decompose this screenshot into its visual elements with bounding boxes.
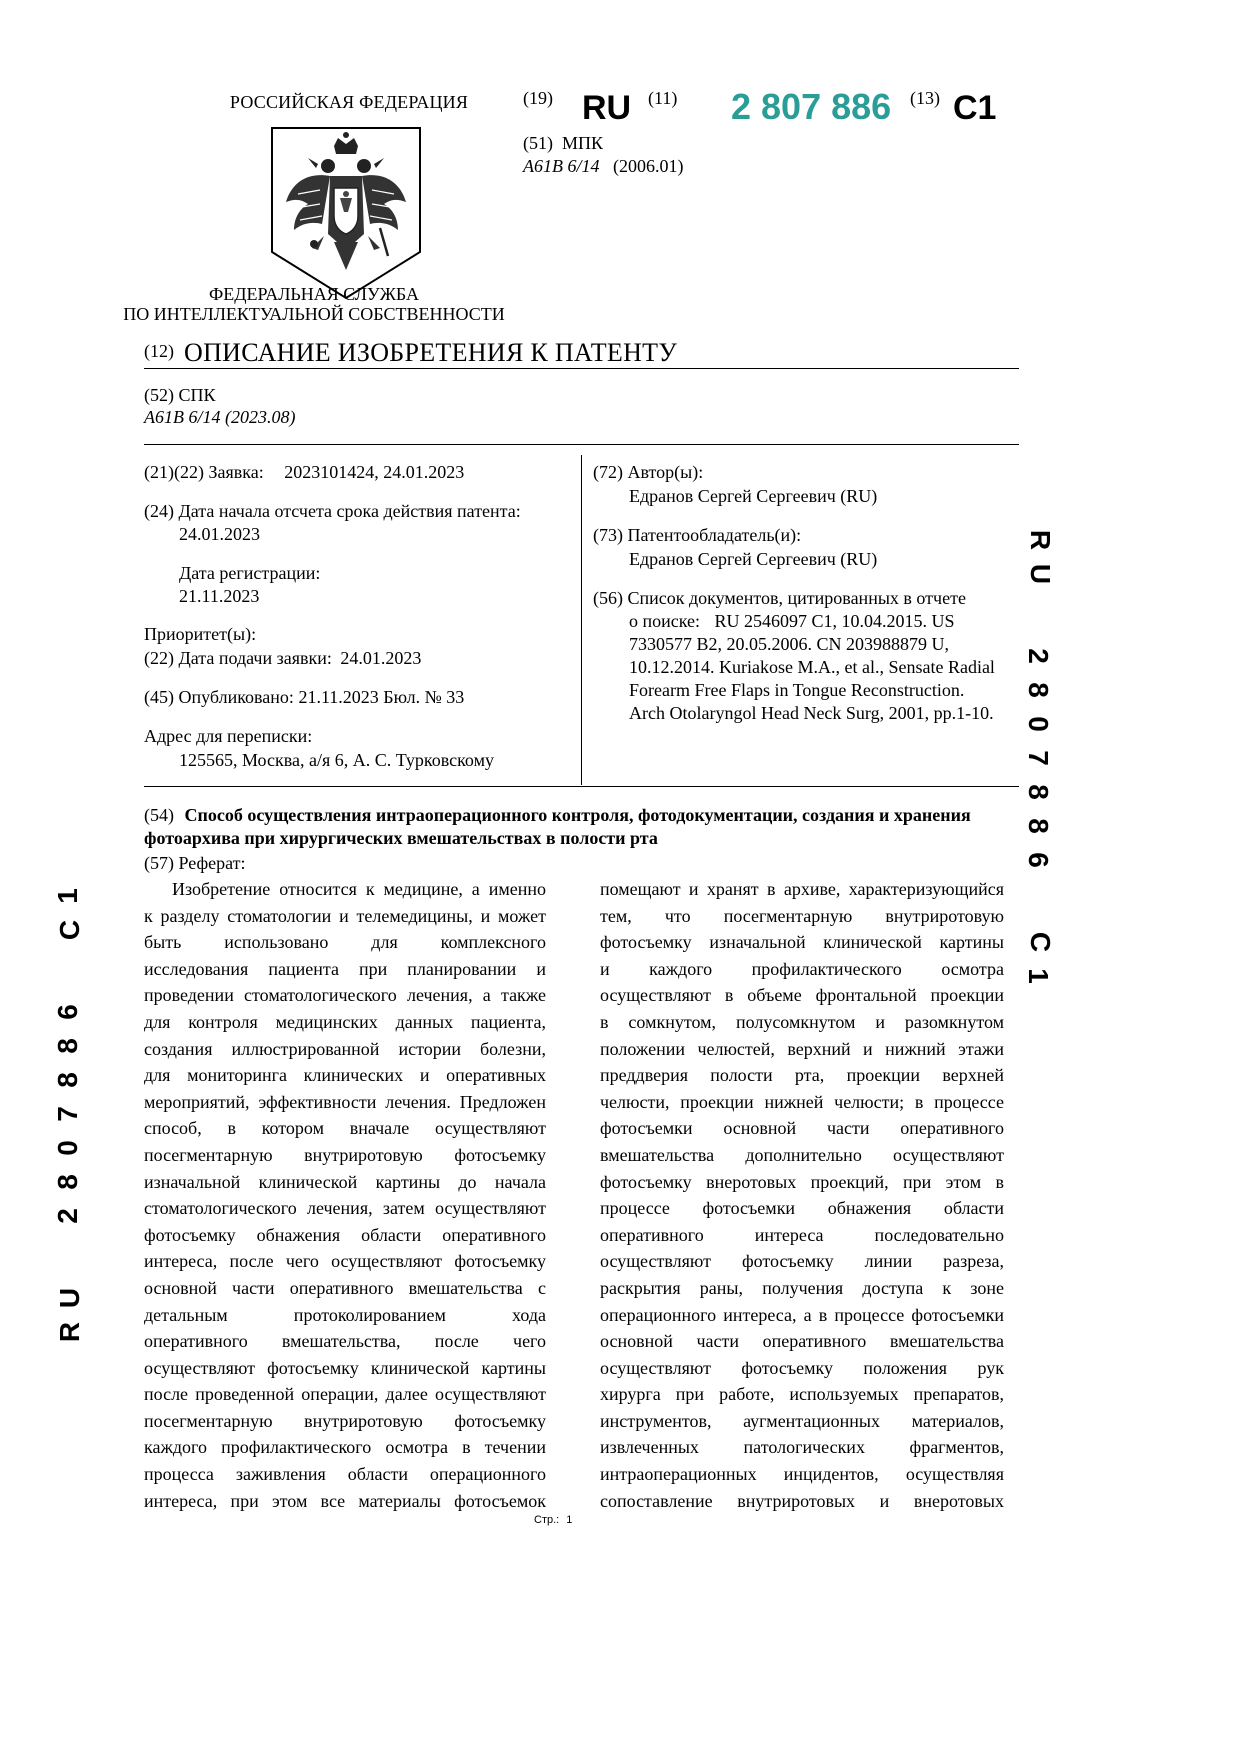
inid-code-51: (51) (523, 133, 553, 153)
side-code-char: U (1025, 563, 1057, 585)
abstract-line: в сомкнутом, полусомкнутом и разомкнутом (600, 1011, 1004, 1032)
inid-code-11: (11) (648, 88, 678, 108)
abstract-left-column (144, 876, 546, 1514)
citation-line: Arch Otolaryngol Head Neck Surg, 2001, pp.1-10. (629, 703, 994, 723)
invention-title-line1: Способ осуществления интраоперационного контроля, фотодокументации, создания и хранения (184, 805, 971, 825)
side-code-char: 0 (1022, 716, 1054, 732)
abstract-line: сопоставление внутриротовых и внеротовых (600, 1490, 1004, 1511)
kind-code: C1 (953, 89, 997, 127)
abstract-line: быть использовано для комплексного (144, 932, 546, 953)
side-code-char: 8 (51, 1174, 83, 1190)
application-label: (21)(22) Заявка: (144, 462, 264, 482)
ipc-label: МПК (562, 133, 604, 153)
divider (144, 444, 1019, 445)
abstract-right-column (600, 876, 1004, 1514)
registration-label: Дата регистрации: (179, 563, 321, 583)
patent-number: 2 807 886 (731, 86, 892, 127)
owner-label: (73) Патентообладатель(и): (593, 525, 802, 545)
side-code-char: 8 (1022, 682, 1054, 698)
abstract-line: извлеченных патологических фрагментов, (600, 1437, 1004, 1458)
agency-name-line1: ФЕДЕРАЛЬНАЯ СЛУЖБА (209, 284, 419, 304)
side-publication-code-left (51, 880, 100, 1343)
divider (144, 786, 1019, 787)
side-code-char: 2 (51, 1208, 83, 1224)
bulletin-label: Бюл. № (383, 687, 442, 707)
abstract-line: фотосъемки основной части оперативного (600, 1118, 1004, 1139)
inid-code-54: (54) (144, 805, 174, 825)
side-code-char: U (54, 1287, 86, 1309)
abstract-line: осуществляют фотосъемку клинической картины (144, 1357, 546, 1378)
author-value: Едранов Сергей Сергеевич (RU) (629, 486, 878, 506)
abstract-line: оперативного интереса последовательно (600, 1224, 1004, 1245)
side-code-char: 8 (1022, 784, 1054, 800)
abstract-line: проведении стоматологического лечения, а также (144, 985, 546, 1006)
abstract-line: хирурга при работе, используемых препаратов, (600, 1384, 1004, 1405)
abstract-line: челюсти, проекции нижней челюсти; в процессе (600, 1091, 1004, 1112)
citations-label: (56) Список документов, цитированных в отчете (593, 588, 966, 608)
document-type-title: ОПИСАНИЕ ИЗОБРЕТЕНИЯ К ПАТЕНТУ (184, 338, 678, 367)
abstract-line: процессе фотосъемки обнажения области (600, 1198, 1004, 1219)
ipc-version: (2006.01) (613, 156, 684, 176)
abstract-line: и каждого профилактического осмотра (600, 958, 1004, 979)
registration-value: 21.11.2023 (179, 586, 260, 606)
inid-code-13: (13) (910, 88, 940, 108)
abstract-line: основной части оперативного вмешательства (600, 1331, 1004, 1352)
side-code-char: 6 (1022, 852, 1054, 868)
abstract-line: процесса заживления области операционного (144, 1464, 546, 1485)
abstract-line: помещают и хранят в архиве, характеризующийся (600, 879, 1004, 899)
abstract-line: интереса, при этом все материалы фотосъемок (144, 1490, 546, 1511)
filing-date-label: (22) Дата подачи заявки: (144, 648, 332, 668)
country-name: РОССИЙСКАЯ ФЕДЕРАЦИЯ (229, 92, 469, 112)
side-code-char: C (1025, 931, 1057, 953)
abstract-line: вмешательства дополнительно осуществляют (600, 1144, 1004, 1165)
side-code-char: 1 (1022, 968, 1054, 984)
abstract-line: фотосъемку внеротовых проекций, при этом в (600, 1171, 1004, 1192)
start-date-value: 24.01.2023 (179, 524, 260, 544)
side-publication-code-right (1022, 524, 1070, 984)
application-value: 2023101424, 24.01.2023 (284, 462, 465, 482)
side-code-char: R (54, 1321, 86, 1343)
country-code: RU (582, 89, 632, 127)
abstract-line: интраоперационных инцидентов, осуществляя (600, 1464, 1004, 1485)
abstract-line: каждого профилактического осмотра в течении (144, 1437, 546, 1458)
author-label: (72) Автор(ы): (593, 462, 704, 482)
page-number: 1 (566, 1514, 573, 1526)
abstract-line: для мониторинга клинических и оперативных (144, 1065, 546, 1086)
agency-name-line2: ПО ИНТЕЛЛЕКТУАЛЬНОЙ СОБСТВЕННОСТИ (123, 304, 505, 324)
abstract-line: инструментов, аугментационных материалов, (600, 1410, 1004, 1431)
citation-line: 10.12.2014. Kuriakose M.A., et al., Sensate Radial (629, 657, 995, 677)
abstract-line: посегментарную внутриротовую фотосъемку (144, 1410, 546, 1431)
abstract-line: осуществляют в объеме фронтальной проекции (600, 985, 1004, 1006)
page-label: Стр.: (534, 1514, 560, 1526)
side-code-char: 6 (51, 1004, 83, 1020)
divider (144, 368, 1019, 369)
published-label: (45) Опубликовано: (144, 687, 294, 707)
abstract-line: основной части оперативного вмешательства с (144, 1277, 546, 1298)
priority-label: Приоритет(ы): (144, 624, 257, 644)
abstract-line: изначальной клинической картины до начала (144, 1171, 546, 1192)
abstract-line: фотосъемку обнажения области оперативного (144, 1224, 546, 1245)
inid-code-12: (12) (144, 341, 174, 361)
side-code-char: C (54, 919, 86, 941)
abstract-line: раскрытия раны, получения доступа к зоне (600, 1277, 1004, 1298)
abstract-label: (57) Реферат: (144, 853, 246, 873)
invention-title-line2: фотоархива при хирургических вмешательствах в полости рта (144, 828, 658, 848)
abstract-line: для контроля медицинских данных пациента, (144, 1011, 546, 1032)
ipc-class: A61B 6/14 (523, 156, 600, 176)
side-code-char: 8 (51, 1072, 83, 1088)
side-code-char: 7 (51, 1106, 83, 1122)
address-label: Адрес для переписки: (144, 726, 313, 746)
side-code-char: 1 (51, 888, 83, 904)
abstract-line: оперативного вмешательства, после чего (144, 1331, 546, 1352)
citations-lead: о поиске: (629, 611, 701, 631)
cpc-label: (52) СПК (144, 385, 216, 405)
abstract-line: детальным протоколированием хода (144, 1304, 546, 1325)
filing-date-value: 24.01.2023 (340, 648, 422, 668)
abstract-line: преддверия полости рта, проекции верхней (600, 1065, 1004, 1086)
published-value: 21.11.2023 (298, 687, 379, 707)
citation-line: RU 2546097 C1, 10.04.2015. US (714, 611, 955, 631)
cpc-value: A61B 6/14 (2023.08) (144, 407, 296, 427)
bulletin-value: 33 (446, 687, 465, 707)
abstract-line: фотосъемку изначальной клинической картины (600, 932, 1004, 953)
abstract-line: тем, что посегментарную внутриротовую (600, 905, 1004, 926)
inid-code-19: (19) (523, 88, 553, 108)
side-code-char: 7 (1022, 750, 1054, 766)
side-code-char: 8 (1022, 818, 1054, 834)
owner-value: Едранов Сергей Сергеевич (RU) (629, 549, 878, 569)
abstract-line: посегментарную внутриротовую фотосъемку (144, 1144, 546, 1165)
abstract-line: исследования пациента при планировании и (144, 958, 546, 979)
citation-line: Forearm Free Flaps in Tongue Reconstruction. (629, 680, 965, 700)
side-code-char: 2 (1022, 648, 1054, 664)
abstract-line: к разделу стоматологии и телемедицины, и может (144, 905, 546, 926)
side-code-char: 0 (51, 1140, 83, 1156)
abstract-line: операционного интереса, а в процессе фотосъемки (600, 1304, 1004, 1325)
abstract-line: создания иллюстрированной истории болезни, (144, 1038, 546, 1059)
side-code-char: 8 (51, 1038, 83, 1054)
abstract-line: мероприятий, эффективности лечения. Предложен (144, 1091, 546, 1112)
start-date-label: (24) Дата начала отсчета срока действия патента: (144, 501, 521, 521)
side-code-char: R (1025, 529, 1057, 551)
citation-line: 7330577 B2, 20.05.2006. CN 203988879 U, (629, 634, 950, 654)
abstract-line: стоматологического лечения, затем осуществляют (144, 1198, 546, 1219)
abstract-line: осуществляют фотосъемку линии разреза, (600, 1251, 1004, 1272)
abstract-line: положении челюстей, верхний и нижний этажи (600, 1038, 1004, 1059)
column-divider (581, 455, 582, 785)
abstract-line: осуществляют фотосъемку положения рук (600, 1357, 1004, 1378)
abstract-line: после проведенной операции, далее осуществляют (144, 1384, 546, 1405)
address-value: 125565, Москва, а/я 6, А. С. Турковскому (179, 750, 494, 770)
coat-of-arms-emblem (268, 124, 424, 302)
abstract-line: интереса, после чего осуществляют фотосъемку (144, 1251, 546, 1272)
abstract-line: Изобретение относится к медицине, а именно (172, 879, 546, 899)
abstract-line: способ, в котором вначале осуществляют (144, 1118, 546, 1139)
